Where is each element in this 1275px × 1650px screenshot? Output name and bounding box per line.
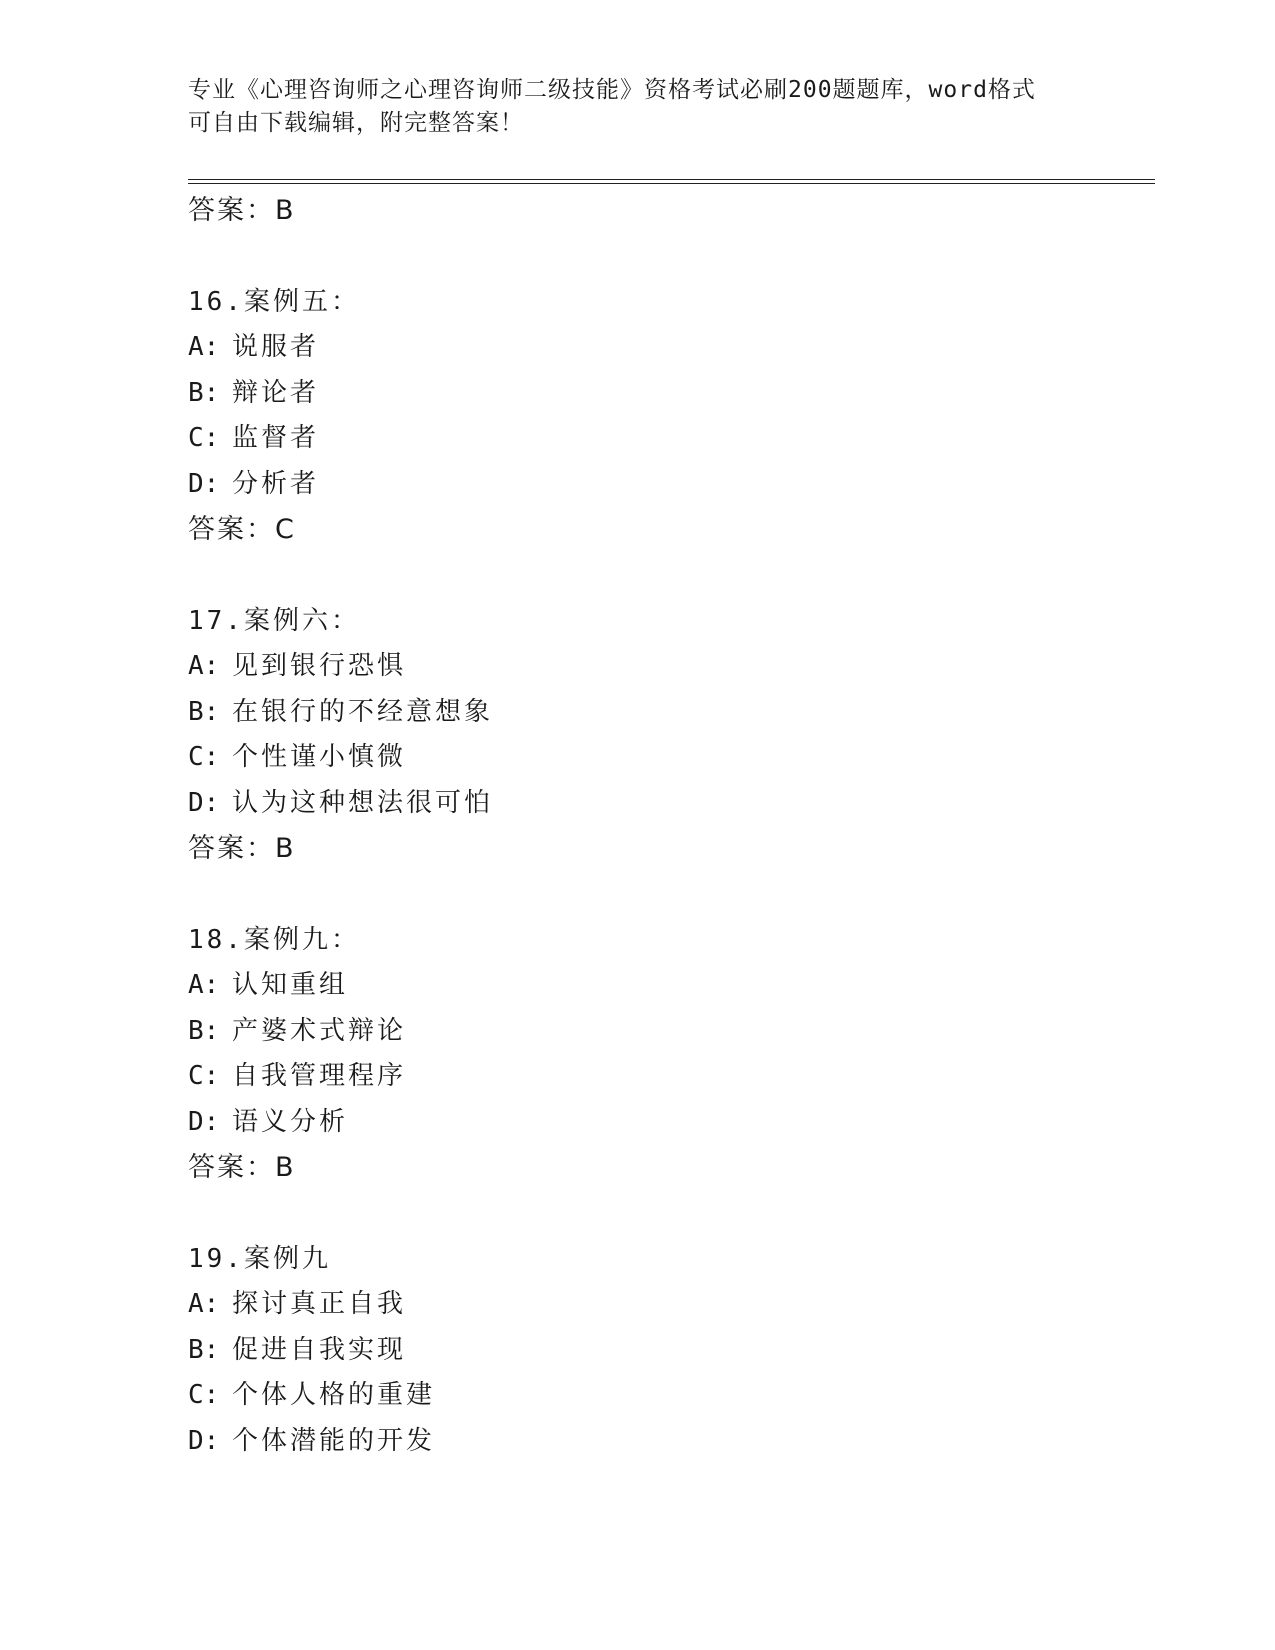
option-text: 分析者 <box>232 468 320 499</box>
answer-line: 答案：B <box>188 195 296 226</box>
option-key: B: <box>188 377 220 408</box>
option-d <box>188 781 1148 827</box>
question-block <box>188 280 1148 553</box>
option-key: C: <box>188 1380 220 1410</box>
answer-line: 答案：B <box>188 833 296 864</box>
option-a <box>188 963 1148 1009</box>
option-text: 认知重组 <box>232 970 349 1000</box>
spacer <box>188 1191 1148 1237</box>
header-line-1: 专业《心理咨询师之心理咨询师二级技能》资格考试必刷200题题库，word格式 <box>188 77 1036 103</box>
answer-line: 答案：C <box>188 514 296 545</box>
option-key: A: <box>188 970 220 1000</box>
option-text: 个体人格的重建 <box>232 1380 436 1410</box>
option-text: 产婆术式辩论 <box>232 1015 407 1046</box>
option-key: B: <box>188 1015 220 1046</box>
option-key: D: <box>188 468 220 499</box>
option-text: 促进自我实现 <box>232 1334 407 1365</box>
option-text: 说服者 <box>232 332 320 362</box>
option-b <box>188 371 1148 417</box>
option-text: 辩论者 <box>232 377 320 408</box>
answer-line: 答案：B <box>188 1152 296 1183</box>
option-key: C: <box>188 1061 220 1091</box>
option-key: C: <box>188 423 220 453</box>
option-text: 自我管理程序 <box>232 1061 407 1091</box>
question-list <box>188 188 1148 1464</box>
option-c <box>188 1373 1148 1419</box>
option-b <box>188 1328 1148 1374</box>
option-c <box>188 735 1148 781</box>
option-text: 认为这种想法很可怕 <box>232 787 494 818</box>
option-key: B: <box>188 1334 220 1365</box>
question-block <box>188 1237 1148 1465</box>
option-a <box>188 644 1148 690</box>
option-key: D: <box>188 1106 220 1137</box>
header-rule-bottom <box>188 183 1155 184</box>
option-key: B: <box>188 696 220 727</box>
option-text: 个体潜能的开发 <box>232 1425 436 1456</box>
document-header <box>188 74 1088 140</box>
option-d <box>188 462 1148 508</box>
option-text: 探讨真正自我 <box>232 1289 407 1319</box>
question-title: 19.案例九 <box>188 1243 331 1274</box>
spacer <box>188 553 1148 599</box>
option-c <box>188 1054 1148 1100</box>
option-key: A: <box>188 332 220 362</box>
option-text: 个性谨小慎微 <box>232 742 407 772</box>
spacer <box>188 872 1148 918</box>
option-a <box>188 1282 1148 1328</box>
option-text: 在银行的不经意想象 <box>232 696 494 727</box>
option-key: D: <box>188 1425 220 1456</box>
option-text: 见到银行恐惧 <box>232 651 407 681</box>
option-d <box>188 1419 1148 1465</box>
question-title: 18.案例九： <box>188 924 360 955</box>
option-key: A: <box>188 651 220 681</box>
option-b <box>188 1009 1148 1055</box>
option-text: 语义分析 <box>232 1106 349 1137</box>
option-a <box>188 325 1148 371</box>
option-key: A: <box>188 1289 220 1319</box>
option-d <box>188 1100 1148 1146</box>
option-key: C: <box>188 742 220 772</box>
option-b <box>188 690 1148 736</box>
option-key: D: <box>188 787 220 818</box>
header-rule-top <box>188 179 1155 180</box>
question-title: 16.案例五： <box>188 286 360 317</box>
option-c <box>188 416 1148 462</box>
question-block <box>188 918 1148 1191</box>
header-line-2: 可自由下载编辑，附完整答案！ <box>188 110 524 136</box>
question-title: 17.案例六： <box>188 605 360 636</box>
question-block <box>188 599 1148 872</box>
option-text: 监督者 <box>232 423 320 453</box>
spacer <box>188 234 1148 280</box>
